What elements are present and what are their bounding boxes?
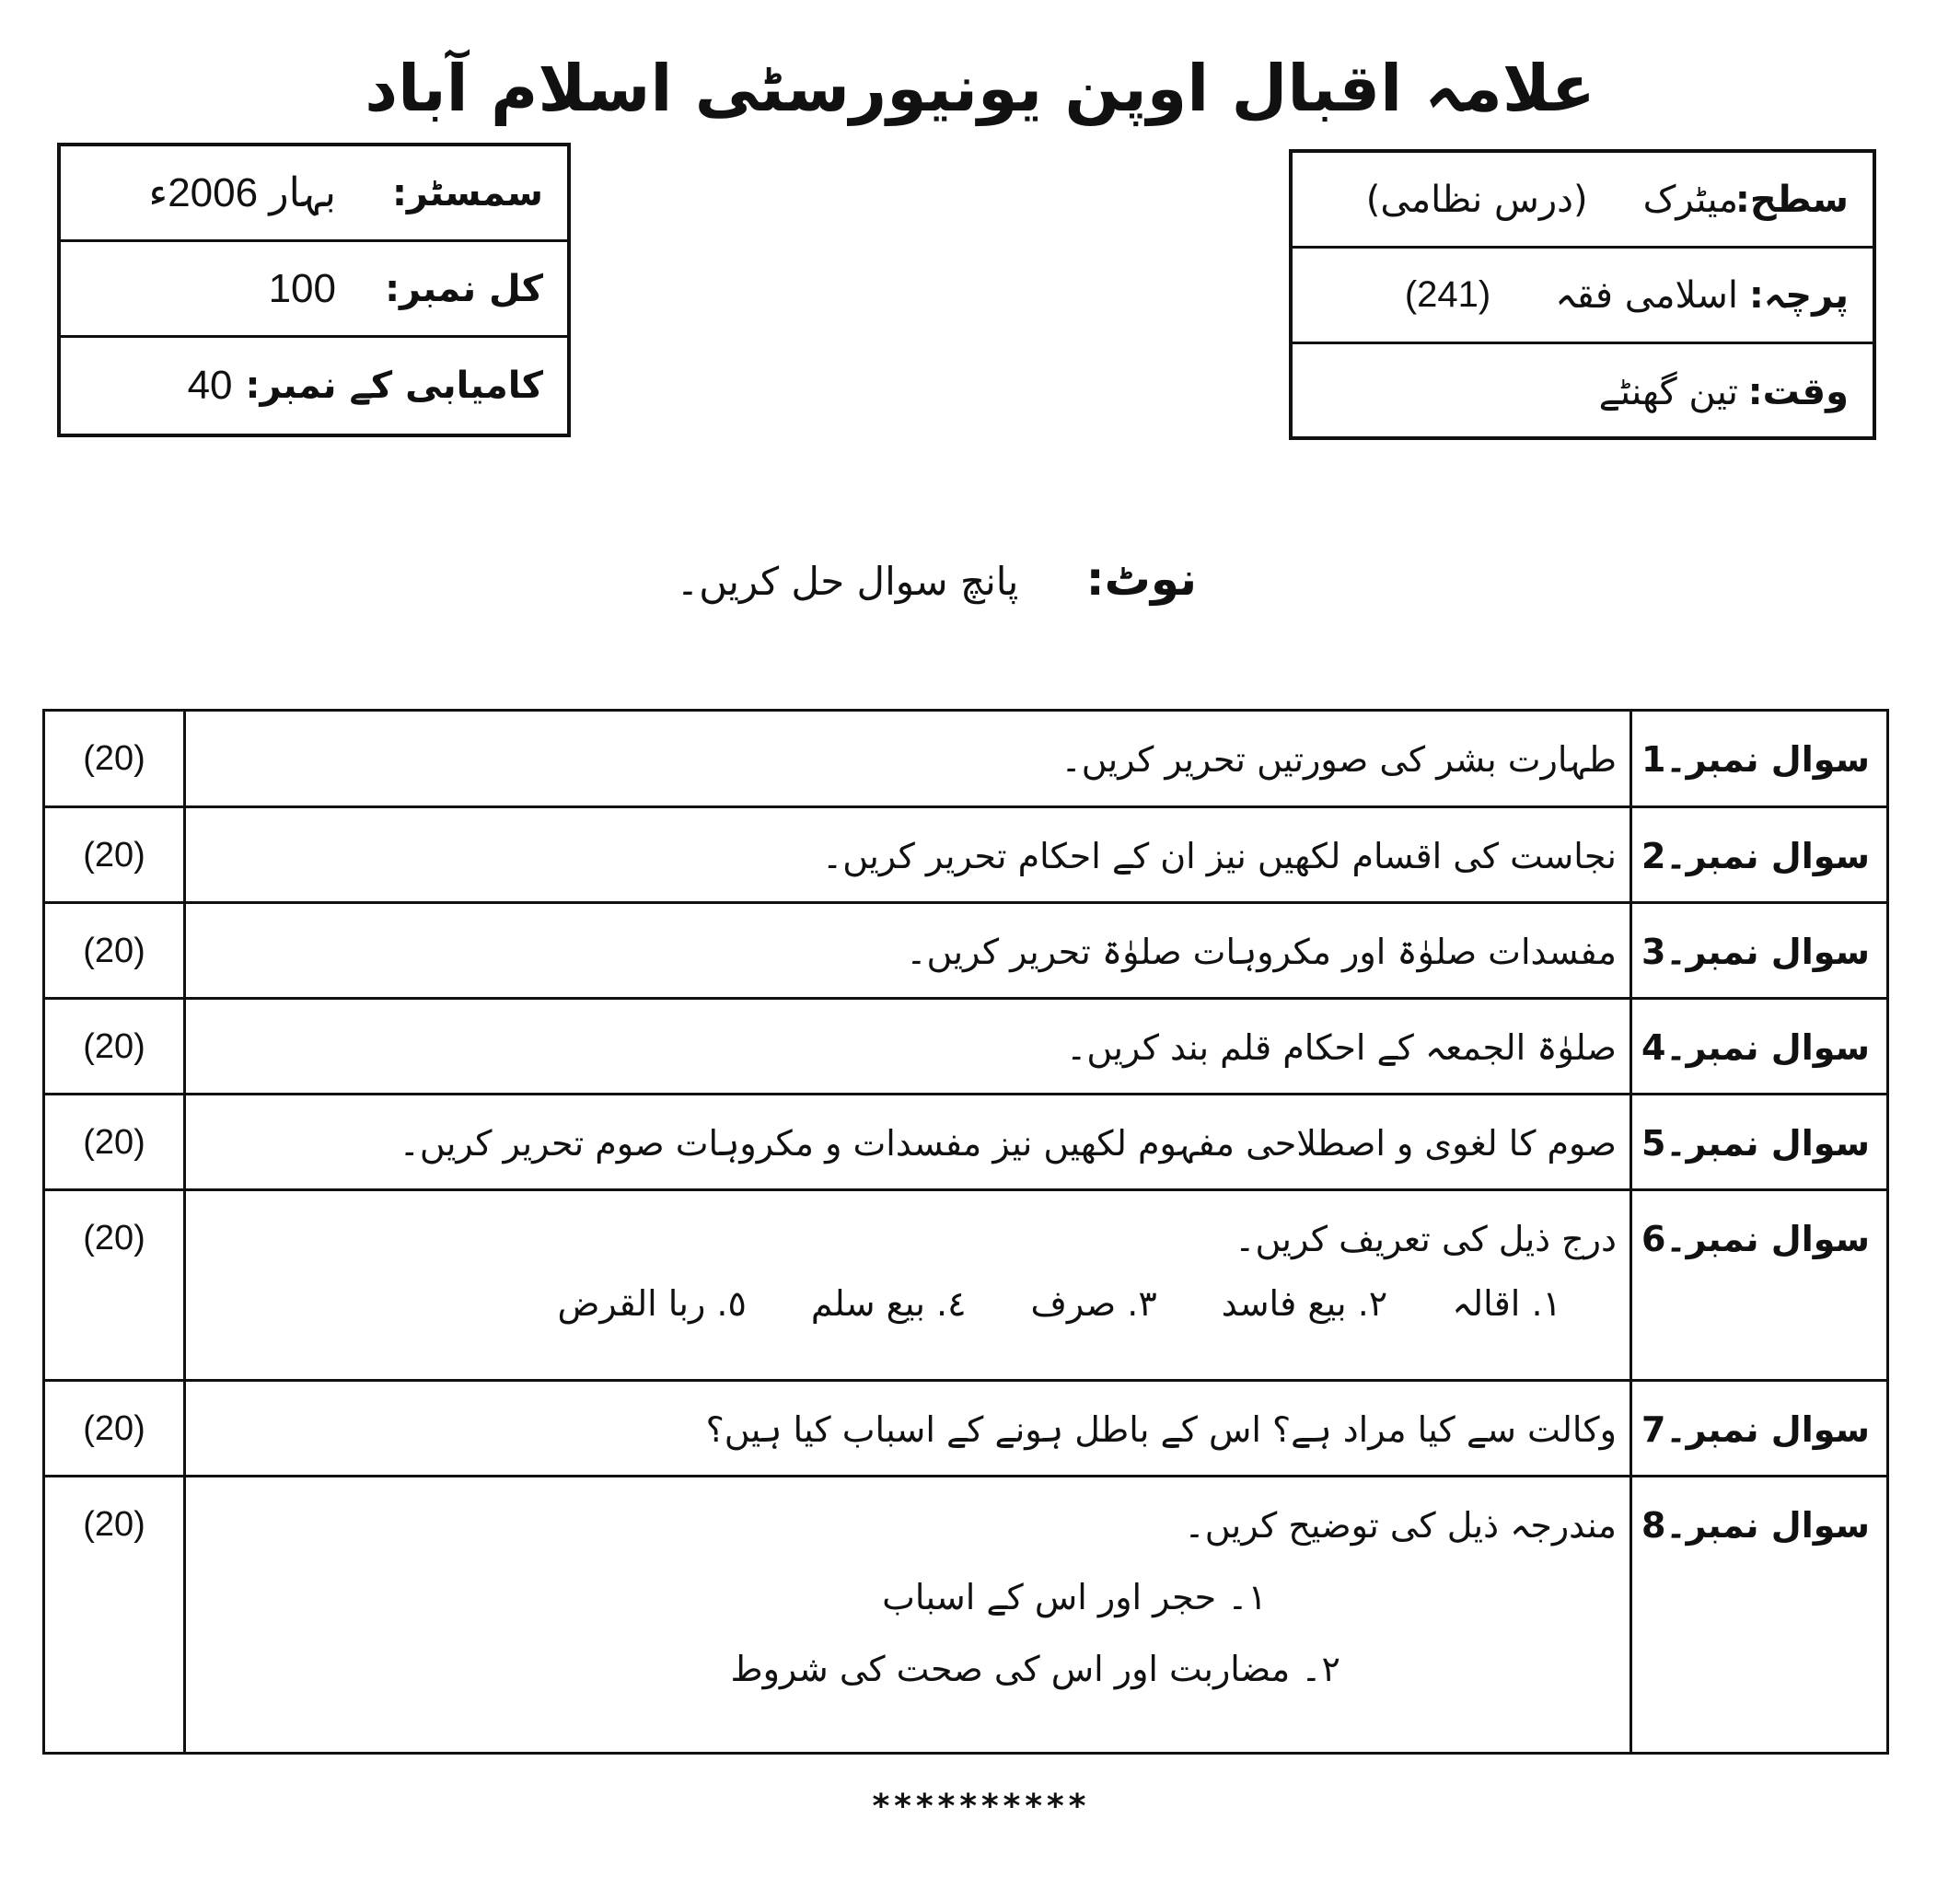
question-marks: (20) [44, 1190, 185, 1381]
total-marks-value: 100 [268, 265, 336, 311]
university-title: علامہ اقبال اوپن یونیورسٹی اسلام آباد [365, 51, 1595, 126]
paper-value: اسلامی فقہ [1555, 273, 1738, 317]
question-text: طہارت بشر کی صورتیں تحریر کریں۔ [185, 711, 1631, 807]
semester-value: بہار 2006ء [148, 170, 336, 215]
question-text: وکالت سے کیا مراد ہے؟ اس کے باطل ہونے کے اسباب کیا ہیں؟ [185, 1381, 1631, 1477]
note-text: پانچ سوال حل کریں۔ [676, 559, 1019, 604]
questions-table [42, 709, 1889, 1755]
definition-item: ٤. بیع سلم [810, 1283, 967, 1324]
time-row [1293, 344, 1873, 440]
definition-item: ٣. صرف [1030, 1283, 1157, 1324]
question-marks: (20) [44, 807, 185, 903]
course-info-box [1289, 149, 1876, 440]
total-marks-row [61, 242, 567, 338]
time-label: وقت: [1747, 371, 1849, 413]
definition-item: ٥. ربا القرض [557, 1283, 747, 1324]
question-marks: (20) [44, 1381, 185, 1477]
question-row [44, 903, 1888, 999]
question-text-block [185, 1477, 1631, 1754]
question-marks: (20) [44, 711, 185, 807]
question-marks: (20) [44, 1477, 185, 1754]
level-label: سطح: [1734, 178, 1849, 221]
definition-items [204, 1259, 1617, 1324]
question-text: درج ذیل کی تعریف کریں۔ [1235, 1219, 1617, 1259]
question-marks: (20) [44, 903, 185, 999]
pass-marks-label: کامیابی کے نمبر: [245, 365, 543, 407]
level-value: میٹرک [1642, 178, 1738, 221]
note-label: نوٹ: [1085, 552, 1197, 606]
paper-code: (241) [1404, 274, 1491, 315]
question-row [44, 807, 1888, 903]
question-text: مندرجہ ذیل کی توضیح کریں۔ [1184, 1505, 1617, 1546]
question-row [44, 711, 1888, 807]
question-number: سوال نمبر۔7 [1630, 1381, 1887, 1477]
question-row [44, 999, 1888, 1095]
question-number: سوال نمبر۔2 [1630, 807, 1887, 903]
question-marks: (20) [44, 999, 185, 1095]
question-row [44, 1190, 1888, 1381]
semester-row [61, 146, 567, 242]
end-of-paper-stars: ********** [871, 1788, 1089, 1825]
explain-item: ١۔ حجر اور اس کے اسباب [882, 1577, 1267, 1617]
question-number: سوال نمبر۔4 [1630, 999, 1887, 1095]
pass-marks-row [61, 338, 567, 434]
semester-info-box [57, 143, 571, 437]
question-marks: (20) [44, 1095, 185, 1190]
question-row [44, 1095, 1888, 1190]
paper-label: پرچہ: [1748, 273, 1849, 317]
definition-item: ١. اقالہ [1452, 1283, 1561, 1324]
question-number: سوال نمبر۔3 [1630, 903, 1887, 999]
question-number: سوال نمبر۔8 [1630, 1477, 1887, 1754]
question-row [44, 1381, 1888, 1477]
question-number: سوال نمبر۔6 [1630, 1190, 1887, 1381]
question-row [44, 1477, 1888, 1754]
question-text: صوم کا لغوی و اصطلاحی مفہوم لکھیں نیز مفسدات و مکروہات صوم تحریر کریں۔ [185, 1095, 1631, 1190]
pass-marks-value: 40 [187, 363, 233, 408]
definition-item: ٢. بیع فاسد [1221, 1283, 1388, 1324]
semester-label: سمسٹر: [391, 171, 543, 214]
level-row [1293, 153, 1873, 249]
question-number: سوال نمبر۔5 [1630, 1095, 1887, 1190]
question-text-block [185, 1190, 1631, 1381]
question-text: صلوٰۃ الجمعہ کے احکام قلم بند کریں۔ [185, 999, 1631, 1095]
question-text: مفسدات صلوٰۃ اور مکروہات صلوٰۃ تحریر کریں۔ [185, 903, 1631, 999]
question-text: نجاست کی اقسام لکھیں نیز ان کے احکام تحریر کریں۔ [185, 807, 1631, 903]
level-extra: (درس نظامی) [1365, 178, 1588, 221]
time-value: تین گھنٹے [1598, 371, 1738, 413]
total-marks-label: کل نمبر: [385, 267, 543, 310]
explain-item: ٢۔ مضاربت اور اس کی صحت کی شروط [730, 1649, 1340, 1689]
question-number: سوال نمبر۔1 [1630, 711, 1887, 807]
instruction-note [552, 552, 1197, 606]
paper-row [1293, 249, 1873, 344]
